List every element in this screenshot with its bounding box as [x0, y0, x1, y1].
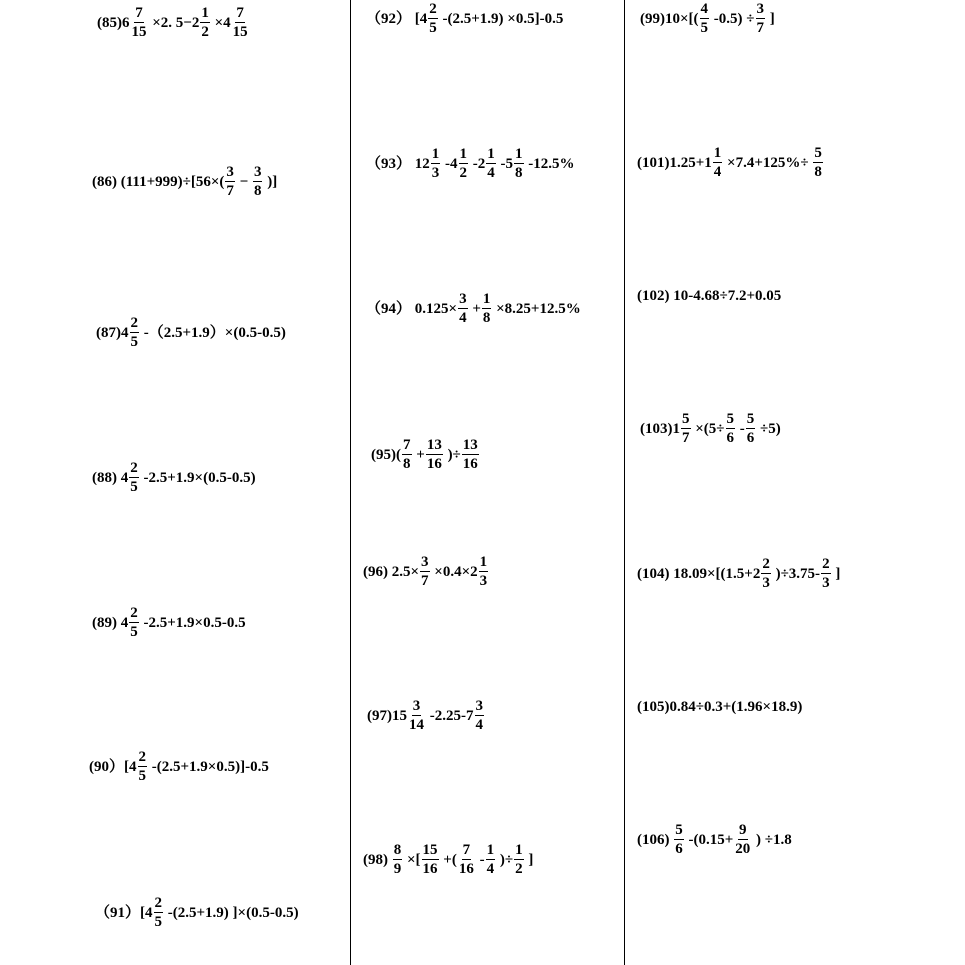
problem-90 [89, 750, 269, 784]
expression-text: (99)10×[( [640, 10, 699, 27]
fraction [253, 165, 263, 199]
fraction [726, 412, 736, 446]
expression-text: (101)1.25+1 [637, 154, 712, 171]
fraction [129, 461, 139, 495]
problem-87 [96, 316, 286, 350]
fraction-numerator: 13 [426, 437, 442, 453]
expression-text: -（2.5+1.9）×(0.5-0.5) [140, 324, 286, 341]
fraction [756, 2, 766, 36]
fraction [458, 843, 475, 877]
fraction-denominator: 5 [130, 624, 138, 640]
problem-95 [371, 438, 480, 472]
fraction [700, 2, 710, 36]
fraction-denominator: 7 [682, 430, 690, 446]
fraction-denominator: 8 [253, 183, 262, 199]
problem-89 [92, 606, 246, 640]
fraction-numerator: 7 [135, 5, 143, 21]
fraction [225, 165, 235, 199]
fraction-numerator: 9 [739, 822, 747, 838]
fraction-denominator: 4 [487, 165, 495, 181]
fraction-numerator: 5 [814, 145, 822, 161]
problem-96 [363, 555, 489, 589]
problem-102 [637, 289, 781, 304]
expression-text: -2.5+1.9×0.5-0.5 [139, 614, 246, 631]
fraction-numerator: 3 [253, 164, 262, 180]
fraction-denominator: 20 [735, 841, 751, 857]
expression-text: （93） 12 [366, 155, 430, 172]
fraction-denominator: 2 [515, 861, 523, 877]
fraction-numerator: 1 [201, 5, 209, 21]
fraction [131, 6, 148, 40]
problem-106 [637, 823, 792, 857]
problem-88 [92, 461, 256, 495]
problem-92 [366, 2, 563, 36]
fraction-denominator: 4 [459, 310, 467, 326]
expression-text: ] [831, 565, 841, 582]
fraction [408, 699, 425, 733]
fraction [734, 823, 751, 857]
fraction-numerator: 3 [756, 1, 765, 17]
expression-text: ×8.25+12.5% [492, 300, 581, 317]
problem-103 [640, 412, 781, 446]
fraction-denominator: 3 [431, 165, 440, 181]
fraction-denominator: 3 [762, 575, 770, 591]
expression-text: +( [439, 851, 457, 868]
fraction [821, 557, 831, 591]
fraction-numerator: 5 [746, 411, 755, 427]
fraction-denominator: 6 [746, 430, 755, 446]
fraction [475, 699, 485, 733]
fraction [426, 438, 443, 472]
fraction-denominator: 7 [226, 183, 234, 199]
fraction [479, 555, 489, 589]
fraction-denominator: 15 [232, 24, 248, 40]
expression-text: (89) 4 [92, 614, 129, 631]
expression-text: -(2.5+1.9×0.5)]-0.5 [148, 758, 269, 775]
expression-text: (86) (111+999)÷[56×( [92, 173, 225, 190]
fraction-numerator: 2 [154, 895, 162, 911]
problem-94 [366, 292, 581, 326]
fraction [514, 843, 524, 877]
expression-text: (85)6 [97, 14, 130, 31]
expression-text: -5 [496, 155, 514, 172]
fraction [761, 557, 771, 591]
problem-93 [366, 147, 575, 181]
fraction-numerator: 2 [822, 556, 830, 572]
expression-text: (87)4 [96, 324, 129, 341]
fraction-numerator: 7 [236, 5, 244, 21]
fraction [200, 6, 210, 40]
fraction [431, 147, 441, 181]
expression-text: ×(5÷ [691, 420, 725, 437]
fraction-denominator: 8 [814, 164, 822, 180]
expression-text: -0.5) ÷ [710, 10, 755, 27]
problem-98 [363, 843, 533, 877]
fraction-numerator: 2 [429, 1, 437, 17]
fraction [138, 750, 148, 784]
fraction-denominator: 7 [421, 573, 429, 589]
expression-text: + [468, 300, 481, 317]
expression-text: − [235, 173, 252, 190]
fraction-denominator: 6 [675, 841, 683, 857]
expression-text: )] [263, 173, 278, 190]
expression-text: ×[ [403, 851, 421, 868]
fraction [674, 823, 684, 857]
expression-text: -2.25-7 [426, 707, 474, 724]
fraction-denominator: 5 [154, 914, 162, 930]
fraction-numerator: 1 [515, 146, 523, 162]
expression-text: ) ÷1.8 [752, 831, 792, 848]
expression-text: ] [524, 851, 534, 868]
expression-text: (98) [363, 851, 392, 868]
column-divider-1 [350, 0, 351, 965]
fraction [428, 2, 438, 36]
fraction [459, 147, 469, 181]
problem-101 [637, 146, 824, 180]
expression-text: + [412, 446, 425, 463]
fraction-numerator: 1 [713, 145, 722, 161]
expression-text: -4 [441, 155, 458, 172]
expression-text: ×0.4×2 [430, 563, 478, 580]
fraction-denominator: 16 [458, 861, 474, 877]
expression-text: -2.5+1.9×(0.5-0.5) [139, 469, 256, 486]
fraction-denominator: 9 [393, 861, 402, 877]
fraction-numerator: 3 [412, 698, 421, 714]
fraction-denominator: 5 [429, 20, 437, 36]
fraction-denominator: 2 [201, 24, 209, 40]
fraction-numerator: 2 [138, 749, 146, 765]
fraction-numerator: 5 [682, 411, 690, 427]
problem-85 [97, 6, 250, 40]
fraction-denominator: 5 [700, 20, 709, 36]
fraction-denominator: 16 [422, 861, 438, 877]
fraction-denominator: 5 [130, 334, 138, 350]
problem-105 [637, 700, 802, 715]
expression-text: (103)1 [640, 420, 680, 437]
fraction-denominator: 5 [130, 479, 138, 495]
expression-text: (95)( [371, 446, 401, 463]
column-divider-2 [624, 0, 625, 965]
fraction-denominator: 7 [756, 20, 765, 36]
fraction-numerator: 2 [130, 605, 138, 621]
fraction [713, 146, 723, 180]
fraction-numerator: 1 [459, 146, 468, 162]
fraction-denominator: 4 [475, 717, 483, 733]
fraction [746, 412, 756, 446]
fraction [681, 412, 691, 446]
fraction-numerator: 3 [475, 698, 483, 714]
fraction-numerator: 4 [700, 1, 709, 17]
fraction [130, 316, 140, 350]
fraction-numerator: 15 [422, 842, 438, 858]
fraction-numerator: 1 [515, 842, 523, 858]
expression-text: -12.5% [524, 155, 575, 172]
fraction-numerator: 1 [487, 146, 495, 162]
fraction [402, 438, 412, 472]
fraction [422, 843, 439, 877]
fraction-denominator: 3 [822, 575, 830, 591]
fraction-denominator: 15 [131, 24, 147, 40]
fraction [458, 292, 468, 326]
fraction-numerator: 3 [459, 291, 467, 307]
fraction [514, 147, 524, 181]
fraction-numerator: 1 [479, 554, 488, 570]
fraction-numerator: 8 [393, 842, 402, 858]
fraction-denominator: 6 [726, 430, 735, 446]
fraction-denominator: 3 [479, 573, 488, 589]
expression-text: （94） 0.125× [366, 300, 458, 317]
expression-text: -(2.5+1.9) ×0.5]-0.5 [438, 10, 564, 27]
fraction-denominator: 14 [409, 717, 424, 733]
expression-text: （91）[4 [95, 904, 153, 921]
fraction-numerator: 5 [675, 822, 683, 838]
fraction [813, 146, 823, 180]
fraction-numerator: 1 [482, 291, 491, 307]
expression-text: (97)15 [367, 707, 407, 724]
fraction-numerator: 2 [130, 315, 138, 331]
expression-text: ×2. 5−2 [148, 14, 200, 31]
expression-text: ×7.4+125%÷ [723, 154, 813, 171]
fraction-denominator: 16 [426, 456, 442, 472]
expression-text: -2 [469, 155, 486, 172]
fraction-numerator: 3 [226, 164, 234, 180]
expression-text: (90）[4 [89, 758, 137, 775]
problem-97 [367, 699, 485, 733]
expression-text: )÷ [496, 851, 514, 868]
expression-text: (104) 18.09×[(1.5+2 [637, 565, 761, 582]
fraction [420, 555, 430, 589]
fraction-numerator: 7 [403, 437, 411, 453]
fraction [129, 606, 139, 640]
problem-104 [637, 557, 840, 591]
expression-text: （92） [4 [366, 10, 428, 27]
expression-text: - [475, 851, 485, 868]
expression-text: (105)0.84÷0.3+(1.96×18.9) [637, 699, 803, 715]
fraction-numerator: 1 [431, 146, 440, 162]
expression-text: )÷3.75- [771, 565, 821, 582]
fraction-numerator: 3 [421, 554, 429, 570]
fraction [462, 438, 479, 472]
fraction-denominator: 5 [138, 768, 146, 784]
expression-text: (88) 4 [92, 469, 129, 486]
fraction-denominator: 8 [403, 456, 411, 472]
problem-86 [92, 165, 277, 199]
fraction [154, 896, 164, 930]
fraction-numerator: 7 [462, 842, 471, 858]
fraction-numerator: 5 [726, 411, 735, 427]
expression-text: ×4 [210, 14, 231, 31]
expression-text: (106) [637, 831, 674, 848]
fraction-denominator: 16 [462, 456, 478, 472]
fraction [486, 843, 496, 877]
expression-text: -(0.15+ [684, 831, 734, 848]
fraction-numerator: 1 [486, 842, 495, 858]
expression-text: (96) 2.5× [363, 563, 420, 580]
problem-91 [95, 896, 299, 930]
expression-text: - [736, 420, 745, 437]
fraction [482, 292, 492, 326]
expression-text: (102) 10-4.68÷7.2+0.05 [637, 288, 782, 304]
fraction-denominator: 8 [515, 165, 523, 181]
fraction-denominator: 4 [713, 164, 722, 180]
fraction-denominator: 2 [459, 165, 468, 181]
expression-text: ÷5) [756, 420, 781, 437]
fraction-denominator: 8 [482, 310, 491, 326]
expression-text: )÷ [443, 446, 461, 463]
problem-99 [640, 2, 775, 36]
fraction [393, 843, 403, 877]
fraction-numerator: 2 [762, 556, 770, 572]
fraction [486, 147, 496, 181]
fraction-numerator: 13 [462, 437, 478, 453]
expression-text: ] [766, 10, 775, 27]
expression-text: -(2.5+1.9) ]×(0.5-0.5) [164, 904, 299, 921]
fraction-denominator: 4 [486, 861, 495, 877]
fraction [232, 6, 249, 40]
fraction-numerator: 2 [130, 460, 138, 476]
